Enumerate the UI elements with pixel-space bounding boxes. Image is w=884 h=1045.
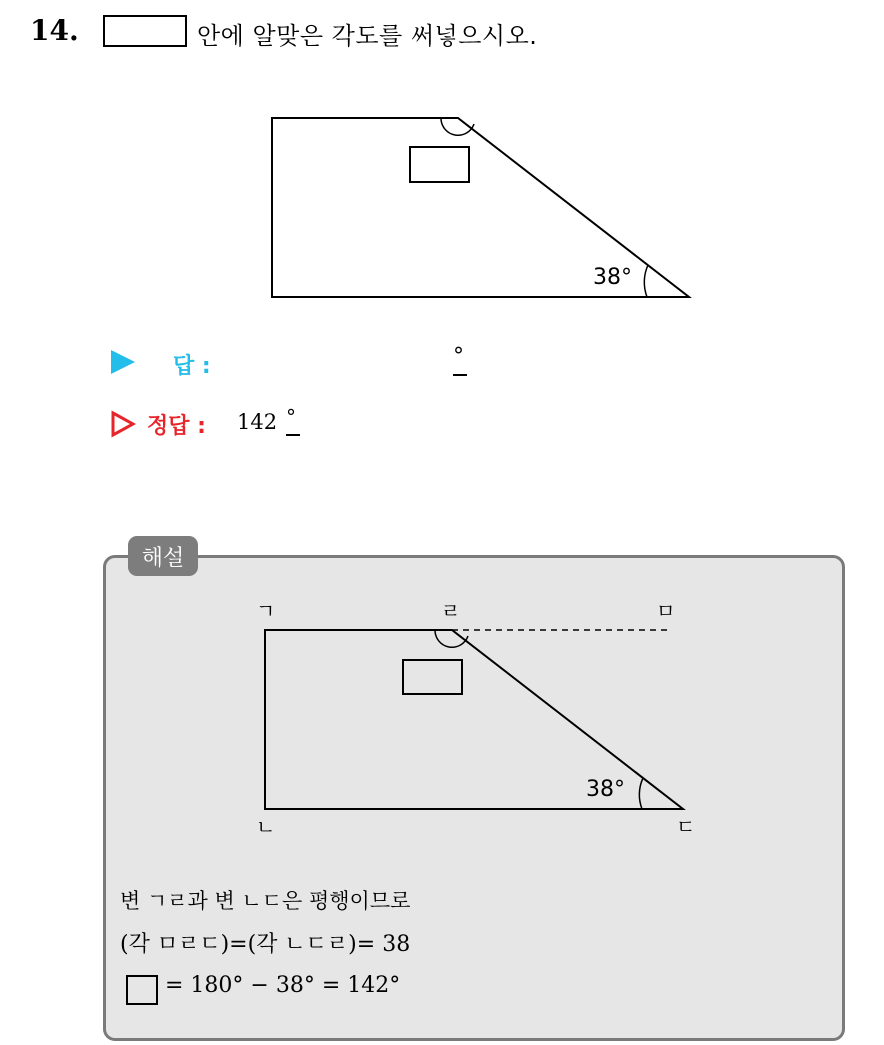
explanation-line-3: = 180° − 38° = 142° [165,973,401,998]
vertex-n: ㄴ [256,815,276,839]
explanation-bottom-arc [639,778,643,809]
explanation-unknown-box [403,660,462,694]
correct-label: 정답 : [147,414,206,439]
correct-value: 142 [237,410,278,434]
trapezoid-figure [0,0,884,330]
correct-arrow-icon [110,410,136,438]
vertex-g: ㄱ [256,599,276,623]
answer-label: 답 : [173,354,211,379]
vertex-d: ㄷ [676,815,696,839]
question-number: 14. [30,14,79,47]
angle-38-label: 38° [593,265,632,290]
explanation-blank-box [126,975,158,1005]
explanation-line-2: (각 ㅁㄹㄷ)=(각 ㄴㄷㄹ)= 38 [120,932,411,957]
vertex-r: ㄹ [441,599,461,623]
explanation-tag: 해설 [128,536,198,576]
correct-underline [286,434,300,436]
question-text: 안에 알맞은 각도를 써넣으시오. [197,22,538,50]
explanation-line-1: 변 ㄱㄹ과 변 ㄴㄷ은 평행이므로 [120,889,411,913]
vertex-m: ㅁ [656,599,676,623]
correct-degree: ° [286,405,296,429]
unknown-angle-box [410,147,469,182]
answer-degree: ° [453,344,464,369]
answer-arrow-icon [111,350,135,374]
answer-underline [453,374,467,376]
bottom-angle-arc [644,265,648,297]
explanation-figure [0,590,884,850]
explanation-angle-label: 38° [586,777,625,802]
